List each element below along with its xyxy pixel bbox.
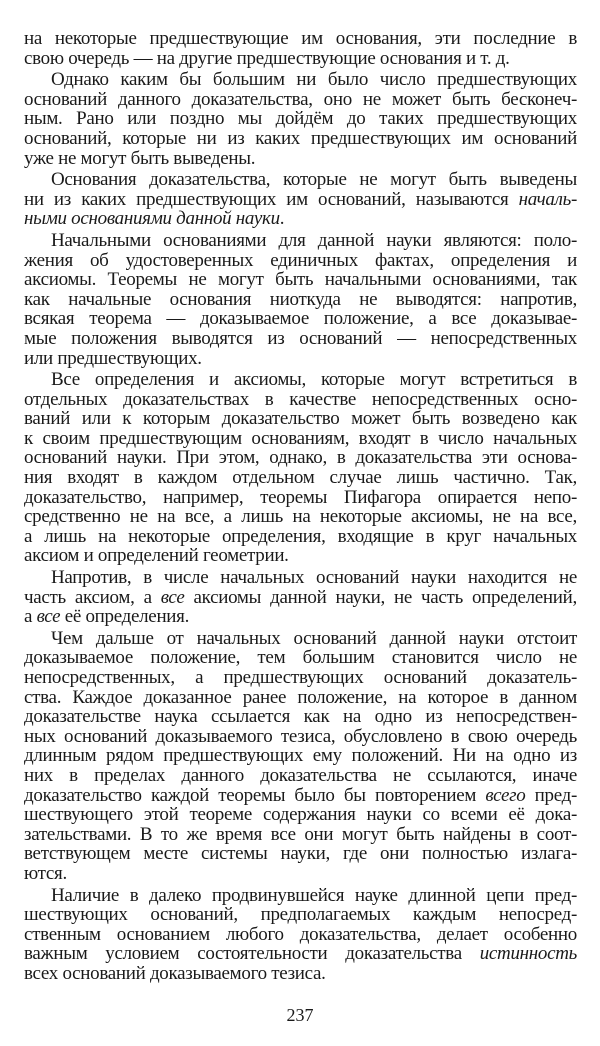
text-line [24, 149, 577, 169]
italic-term: все [36, 606, 61, 628]
text-segment: ни из каких предшествующих им оснований, называются [24, 188, 519, 210]
text-segment: а лишь на некоторые определения, входящие в круг начальных [24, 525, 577, 547]
text-line [24, 309, 577, 329]
text-segment: оснований науки. При этом, однако, в доказательства эти основа- [24, 447, 577, 469]
text-line [24, 209, 577, 229]
text-line [24, 390, 577, 410]
text-segment: всякая теорема — доказываемое положение, а все доказывае- [24, 308, 577, 330]
text-segment: пред- [525, 784, 578, 806]
text-segment: ства. Каждое доказанное ранее положение, на которое в данном [24, 686, 577, 708]
text-segment: а [24, 606, 37, 628]
text-line [24, 944, 577, 964]
text-line [24, 805, 577, 825]
text-segment: ния входят в каждом отдельном случае лишь частично. Так, [24, 467, 577, 489]
text-line [24, 231, 577, 251]
text-line [24, 349, 577, 369]
text-segment: доказательстве наука ссылается как на одно из непосредствен- [24, 706, 577, 728]
text-line [24, 905, 577, 925]
text-segment: Напротив, в числе начальных оснований науки находится не [51, 567, 577, 589]
text-segment: доказательство, например, теоремы Пифагора опирается непо- [24, 486, 577, 508]
text-segment: как начальные основания ниоткуда не выводятся: напротив, [24, 288, 577, 310]
text-segment: ются. [24, 862, 67, 884]
paragraph [24, 29, 577, 68]
text-segment: важным условием состоятельности доказательства [24, 943, 480, 965]
paragraph [24, 629, 577, 884]
text-segment: аксиомы. Теоремы не могут быть начальными основаниями, так [24, 269, 577, 291]
text-segment: аксиом и определений геометрии. [24, 545, 289, 567]
text-segment: ным. Рано или поздно мы дойдём до таких предшествующих [24, 108, 577, 130]
text-segment: длинным рядом предшествующих ему положений. Ни на одно из [24, 745, 577, 767]
text-line [24, 766, 577, 786]
text-line [24, 429, 577, 449]
text-segment: Наличие в далеко продвинувшейся науке длинной цепи пред- [51, 884, 577, 906]
text-segment: её определения. [60, 606, 190, 628]
text-segment: средственно не на все, а лишь на некоторые аксиомы, не на все, [24, 506, 577, 528]
text-segment: отдельных доказательствах в качестве непосредственных осно- [24, 388, 577, 410]
text-line [24, 70, 577, 90]
text-line [24, 251, 577, 271]
paragraph [24, 70, 577, 168]
text-segment: аксиомы данной науки, не часть определений, [184, 586, 577, 608]
text-line [24, 190, 577, 210]
text-segment: уже не могут быть выведены. [24, 147, 256, 169]
text-line [24, 527, 577, 547]
italic-term: истинность [479, 943, 577, 965]
text-segment: оснований, которые ни из каких предшествующих им оснований [24, 127, 577, 149]
text-segment: оснований данного доказательства, оно не может быть бесконеч- [24, 88, 577, 110]
text-line [24, 170, 577, 190]
text-line [24, 488, 577, 508]
text-line [24, 29, 577, 49]
text-segment: доказываемое положение, тем большим становится число не [24, 647, 577, 669]
paragraph [24, 568, 577, 627]
text-line [24, 329, 577, 349]
text-line [24, 825, 577, 845]
text-segment: Основания доказательства, которые не могут быть выведены [51, 169, 577, 191]
text-line [24, 109, 577, 129]
text-segment: шествующих оснований, предполагаемых каждым непосред- [24, 904, 577, 926]
text-line [24, 507, 577, 527]
text-line [24, 707, 577, 727]
text-segment: доказательство каждой теоремы было бы повторением [24, 784, 486, 806]
text-segment: часть аксиом, а [24, 586, 161, 608]
text-line [24, 90, 577, 110]
text-line [24, 588, 577, 608]
text-line [24, 886, 577, 906]
text-line [24, 925, 577, 945]
text-segment: свою очередь — на другие предшествующие основания и т. д. [24, 47, 510, 69]
text-line [24, 568, 577, 588]
text-segment: шествующего этой теореме содержания науки со всеми её дока- [24, 804, 577, 826]
text-line [24, 607, 577, 627]
text-segment: Чем дальше от начальных оснований данной науки отстоит [51, 627, 577, 649]
text-line [24, 290, 577, 310]
text-segment: или предшествующих. [24, 347, 202, 369]
italic-term: ными основаниями данной науки [24, 208, 280, 230]
text-segment: них в пределах данного доказательства не ссылаются, иначе [24, 764, 577, 786]
text-line [24, 688, 577, 708]
text-line [24, 448, 577, 468]
text-line [24, 648, 577, 668]
text-line [24, 468, 577, 488]
text-segment: ваний или к которым доказательство может быть возведено как [24, 408, 577, 430]
text-line [24, 370, 577, 390]
text-segment: Начальными основаниями для данной науки являются: поло- [51, 229, 577, 251]
paragraph [24, 231, 577, 368]
text-segment: всех оснований доказываемого тезиса. [24, 962, 326, 984]
text-line [24, 727, 577, 747]
text-segment: Однако каким бы большим ни было число предшествующих [51, 69, 577, 91]
paragraph [24, 886, 577, 984]
italic-term: всего [485, 784, 526, 806]
text-line [24, 629, 577, 649]
text-segment: ветствующем месте системы науки, где они полностью излага- [24, 843, 577, 865]
text-line [24, 129, 577, 149]
text-segment: к своим предшествующим основаниям, входят в число начальных [24, 427, 577, 449]
text-line [24, 270, 577, 290]
text-line [24, 49, 577, 69]
text-segment: ных оснований доказываемого тезиса, обусловлено в свою очередь [24, 725, 577, 747]
text-segment: непосредственных, а предшествующих оснований доказатель- [24, 667, 577, 688]
text-line [24, 409, 577, 429]
text-segment: на некоторые предшествующие им основания, эти последние в [24, 28, 577, 49]
text-line [24, 844, 577, 864]
text-line [24, 786, 577, 806]
text-line [24, 964, 577, 984]
text-line [24, 546, 577, 566]
text-segment: зательствами. В то же время все они могут быть найдены в соот- [24, 823, 577, 845]
text-line [24, 746, 577, 766]
text-segment: мые положения выводятся из оснований — непосредственных [24, 327, 577, 349]
text-segment: жения об удостоверенных единичных фактах, определения и [24, 249, 577, 271]
text-line [24, 668, 577, 688]
page-number: 237 [286, 1004, 314, 1025]
paragraph [24, 170, 577, 229]
text-line [24, 864, 577, 884]
italic-term: началь- [518, 188, 577, 210]
paragraph [24, 370, 577, 566]
text-segment: Все определения и аксиомы, которые могут встретиться в [51, 369, 577, 391]
italic-term: все [160, 586, 185, 608]
page-body [24, 0, 577, 984]
text-segment: . [279, 208, 285, 230]
text-segment: ственным основанием любого доказательства, делает особенно [24, 923, 577, 945]
